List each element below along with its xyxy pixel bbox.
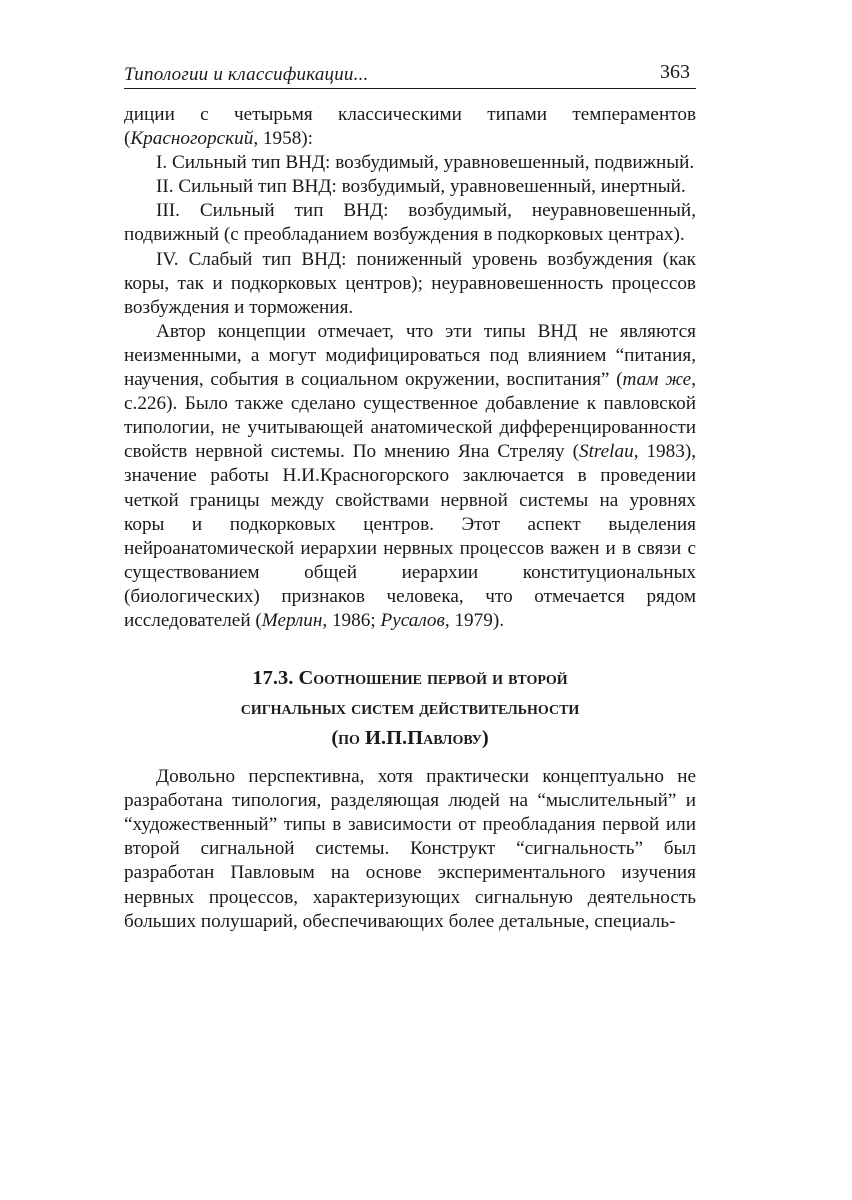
body-text <box>124 103 696 934</box>
list-item <box>124 175 696 199</box>
text-run: III. Сильный тип ВНД: возбудимый, неуравновешенный, подвижный (с преобладанием возбуждения в подкорковых центрах). <box>124 200 696 246</box>
section-heading <box>124 663 696 753</box>
paragraph <box>124 765 696 934</box>
citation-author: Мерлин <box>261 609 323 631</box>
paragraph <box>124 320 696 633</box>
text-run: IV. Слабый тип ВНД: пониженный уровень возбуждения (как коры, так и подкорковых центров); неуравновешенность процессов возбуждения и торможения. <box>124 248 696 318</box>
running-title: Типологии и классификации... <box>124 64 369 85</box>
section-heading-line: 17.3. Соотношение первой и второй <box>252 667 568 690</box>
section-heading-line: (по И.П.Павлову) <box>331 727 489 750</box>
text-run: , 1983), значение работы Н.И.Красногорского заключается в проведении четкой границы между свойствами нервной системы на уровнях коры и подкорковых центров. Этот аспект выделения нейроанатомической иерархии нервных процессов важен и в связи с существованием общей иерархии конституциональных (биологических) признаков человека, что отмечается рядом исследователей ( <box>124 441 697 631</box>
text-run: диции с четырьмя классическими типами темпераментов ( <box>124 104 696 150</box>
page-number: 363 <box>660 61 690 83</box>
citation-author: Русалов <box>380 609 445 631</box>
citation-author: Strelau <box>578 441 634 463</box>
text-run: , 1958): <box>253 128 314 150</box>
section-heading-line: сигнальных систем действительности <box>240 697 580 720</box>
running-header <box>124 58 696 89</box>
text-run: II. Сильный тип ВНД: возбудимый, уравновешенный, инертный. <box>156 176 686 198</box>
text-run: , с.226). Было также сделано существенное добавление к павловской типологии, не учитывающей анатомической дифференцированности свойств нервной системы. По мнению Яна Стреляу ( <box>124 369 696 463</box>
list-item <box>124 151 696 175</box>
list-item <box>124 248 696 320</box>
text-run: , 1979). <box>444 609 504 631</box>
paragraph <box>124 103 696 151</box>
citation-author: Красногорский <box>130 128 254 150</box>
book-page <box>124 58 696 934</box>
text-run: I. Сильный тип ВНД: возбудимый, уравновешенный, подвижный. <box>156 152 695 174</box>
citation-ibid: там же <box>622 369 692 391</box>
text-run: , 1986; <box>322 609 381 631</box>
text-run: Довольно перспективна, хотя практически концептуально не разработана типология, разделяющая людей на “мыслительный” и “художественный” типы в зависимости от преобладания первой или второй сигнальной системы. Конструкт “сигнальность” был разработан Павловым на основе экспериментального изучения нервных процессов, характеризующих сигнальную деятельность больших полушарий, обеспечивающих более детальные, специаль- <box>124 766 696 932</box>
text-run: Автор концепции отмечает, что эти типы ВНД не являются неизменными, а могут модифицироваться под влиянием “питания, научения, события в социальном окружении, воспитания” ( <box>124 320 696 391</box>
list-item <box>124 199 696 247</box>
